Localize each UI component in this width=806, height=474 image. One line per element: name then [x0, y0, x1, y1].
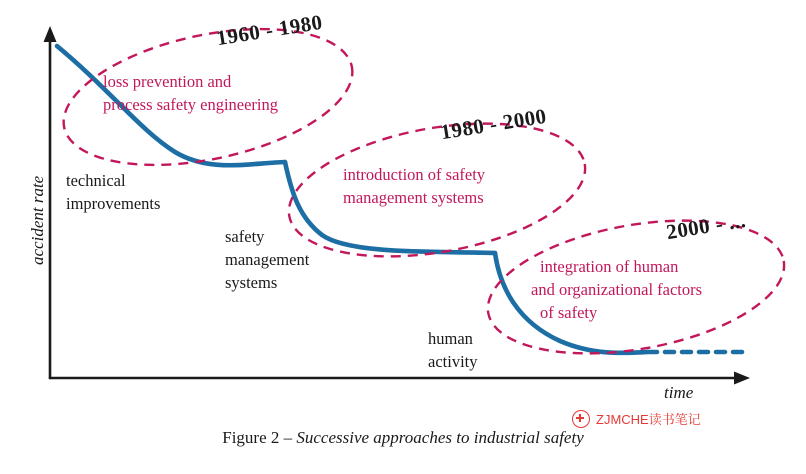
bubble-human-factors-line3: of safety — [540, 303, 598, 322]
stage-technical-line2: improvements — [66, 194, 161, 213]
watermark — [572, 409, 701, 428]
bubble-safety-management-line2: management systems — [343, 188, 484, 207]
era-label-1980-2000: 1980 - 2000 — [438, 103, 549, 145]
watermark-text: ZJMCHE读书笔记 — [596, 412, 701, 427]
stage-safety-management-line3: systems — [225, 273, 278, 292]
era-label-1960-1980: 1960 - 1980 — [214, 9, 325, 51]
stage-human-activity-line2: activity — [428, 352, 478, 371]
figure-caption-title: Successive approaches to industrial safety — [296, 428, 584, 447]
bubble-loss-prevention-line1: loss prevention and — [103, 72, 232, 91]
stage-safety-management-line2: management — [225, 250, 310, 269]
figure-caption — [0, 428, 806, 448]
stage-technical-line1: technical — [66, 171, 126, 190]
bubble-loss-prevention-line2: process safety engineering — [103, 95, 279, 114]
y-axis-arrow — [44, 26, 57, 42]
figure-caption-number: Figure 2 – — [222, 428, 297, 447]
x-axis-label: time — [664, 383, 694, 402]
bubble-safety-management-line1: introduction of safety — [343, 165, 486, 184]
stage-human-activity-line1: human — [428, 329, 473, 348]
stage-safety-management-line1: safety — [225, 227, 265, 246]
era-label-2000-on: 2000 - ... — [664, 207, 748, 245]
x-axis-arrow — [734, 372, 750, 385]
y-axis-label: accident rate — [28, 175, 47, 265]
bubble-human-factors-line1: integration of human — [540, 257, 679, 276]
circle-plus-icon — [572, 410, 590, 428]
bubble-human-factors-line2: and organizational factors — [531, 280, 703, 299]
